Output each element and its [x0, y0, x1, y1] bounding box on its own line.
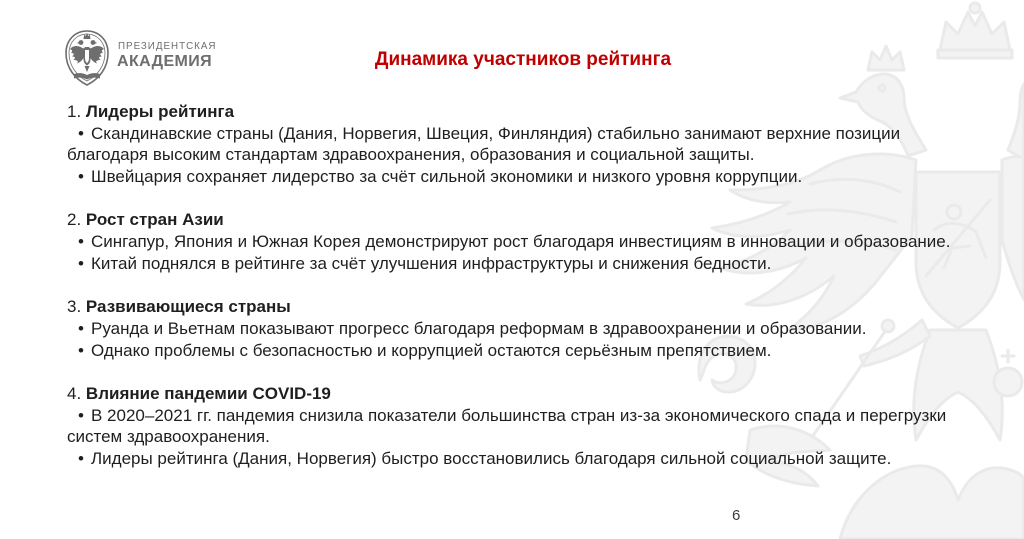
list-item: [67, 405, 967, 448]
section-number: 4.: [67, 383, 82, 403]
list-item: [67, 253, 967, 275]
bullet-marker: •: [78, 253, 84, 273]
list-item-text: систем здравоохранения.: [67, 427, 270, 447]
section-title: Лидеры рейтинга: [85, 102, 235, 121]
bullet-marker: •: [78, 318, 84, 338]
list-item-text: благодаря высоким стандартам здравоохранения, образования и социальной защиты.: [67, 145, 755, 165]
list-item: [67, 231, 967, 253]
bullet-marker: •: [78, 167, 84, 187]
list-item-text: Однако проблемы с безопасностью и коррупцией остаются серьёзным препятствием.: [91, 340, 772, 360]
list-item-line: [67, 405, 967, 427]
list-item-line: [67, 166, 967, 188]
list-item-line: [67, 448, 967, 470]
section-number: 3.: [67, 297, 82, 317]
section-title: Развивающиеся страны: [85, 297, 291, 317]
logo-text-line1: ПРЕЗИДЕНТСКАЯ: [118, 41, 217, 52]
list-item-line: [67, 231, 967, 253]
section-number: 1.: [67, 102, 82, 121]
bullet-marker: •: [78, 449, 84, 468]
section-number: 2.: [67, 210, 82, 230]
list-item: [67, 166, 967, 188]
list-item-text: Китай поднялся в рейтинге за счёт улучшения инфраструктуры и снижения бедности.: [91, 253, 772, 273]
list-item-line: [67, 340, 967, 362]
list-item: [67, 340, 967, 362]
section-rating-leaders: [67, 101, 967, 188]
watermark-crown: [938, 3, 1012, 58]
page-number: 6: [732, 507, 741, 524]
section-heading: [67, 383, 967, 405]
bullet-marker: •: [78, 123, 84, 143]
slide-body: [67, 101, 967, 470]
list-item-text: В 2020–2021 гг. пандемия снизила показатели большинства стран из-за экономического спада и перегрузки: [91, 405, 947, 425]
list-item-text: Руанда и Вьетнам показывают прогресс благодаря реформам в здравоохранении и образовании.: [91, 318, 867, 338]
list-item-line: [67, 123, 967, 145]
list-item-continuation: [67, 426, 967, 448]
academy-eagle-emblem-icon: [62, 28, 112, 92]
section-developing-countries: [67, 296, 967, 361]
list-item-text: Лидеры рейтинга (Дания, Норвегия) быстро восстановились благодаря сильной социальной защите.: [91, 449, 892, 468]
section-heading: [67, 296, 967, 318]
list-item-text: Сингапур, Япония и Южная Корея демонстрируют рост благодаря инвестициям в инновации и образование.: [91, 232, 951, 252]
bullet-marker: •: [78, 405, 84, 425]
section-title: Рост стран Азии: [85, 210, 224, 230]
list-item: [67, 448, 967, 470]
section-heading: [67, 101, 967, 123]
section-covid-impact: [67, 383, 967, 470]
list-item-text: Скандинавские страны (Дания, Норвегия, Швеция, Финляндия) стабильно занимают верхние позиции: [91, 123, 901, 143]
bullet-marker: •: [78, 232, 84, 252]
list-item-line: [67, 318, 967, 340]
list-item-text: Швейцария сохраняет лидерство за счёт сильной экономики и низкого уровня коррупции.: [91, 167, 803, 187]
list-item-line: [67, 253, 967, 275]
list-item: [67, 318, 967, 340]
bullet-marker: •: [78, 340, 84, 360]
section-title: Влияние пандемии COVID-19: [85, 383, 331, 403]
logo-text-line2: АКАДЕМИЯ: [117, 53, 213, 70]
slide-title: Динамика участников рейтинга: [374, 49, 672, 70]
section-asia-growth: [67, 209, 967, 274]
section-heading: [67, 209, 967, 231]
list-item-continuation: [67, 144, 967, 166]
list-item: [67, 123, 967, 166]
